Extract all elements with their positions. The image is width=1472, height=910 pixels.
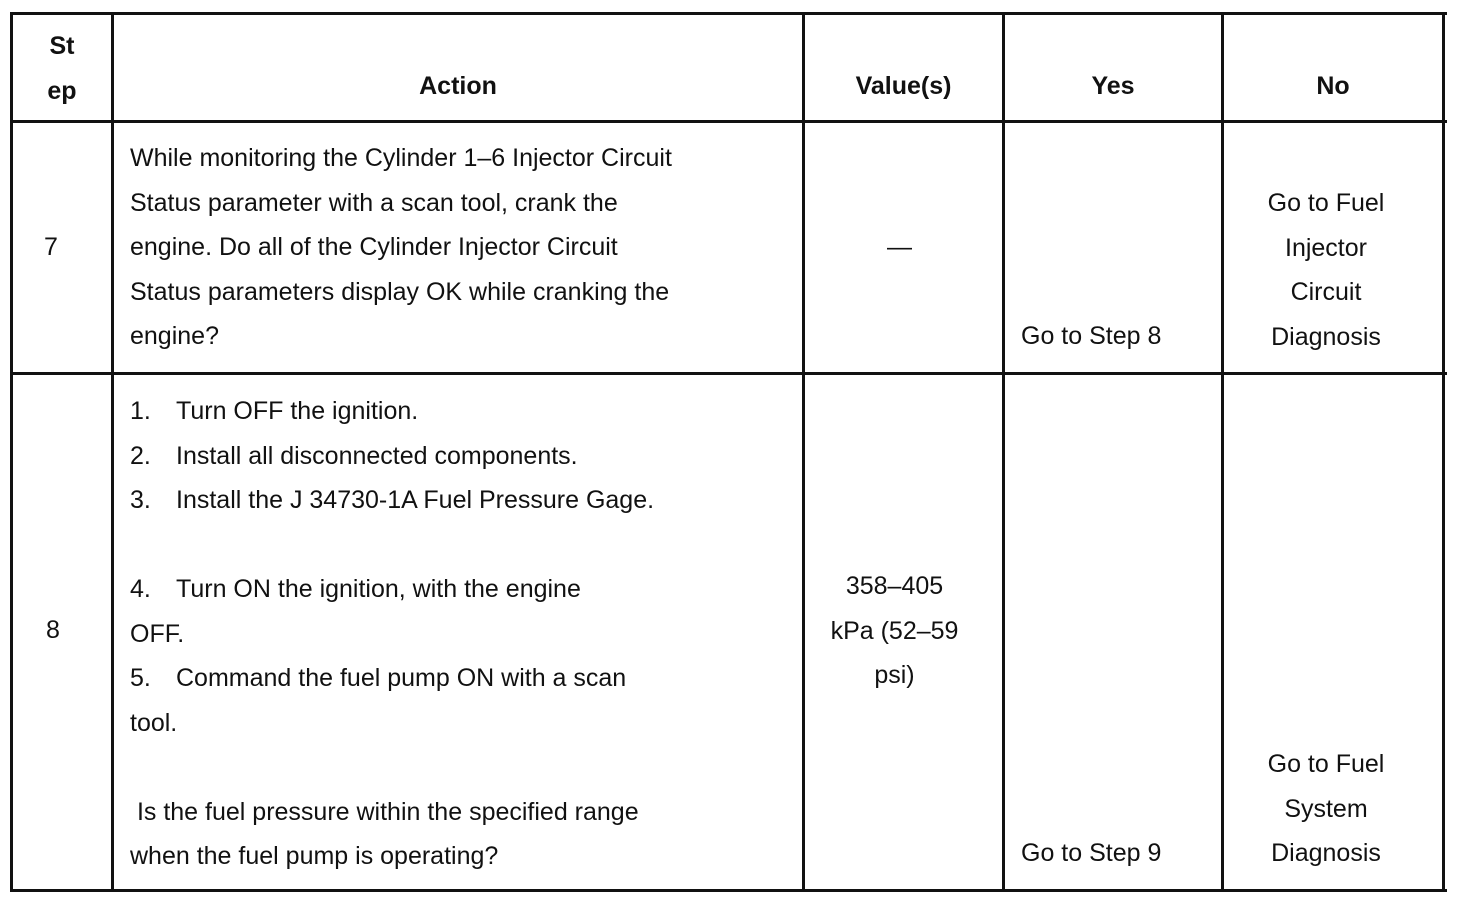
row7-no <box>1224 181 1428 359</box>
blank-line <box>130 523 802 568</box>
table-border-left <box>10 12 13 892</box>
row7-step: 7 <box>44 233 58 261</box>
header-step-line1: St <box>49 32 75 60</box>
row8-step: 8 <box>46 616 60 644</box>
row8-action <box>130 389 802 879</box>
step-number: 5. <box>130 664 151 692</box>
row7-action-line: While monitoring the Cylinder 1–6 Injector Circuit <box>130 144 672 172</box>
step-text: Turn ON the ignition, with the engine <box>176 575 581 603</box>
column-divider-values <box>1002 12 1005 892</box>
row8-value-line: 358–405 <box>845 572 944 600</box>
row7-no-line: Injector <box>1285 233 1367 262</box>
row8-value-line: psi) <box>874 661 915 689</box>
table-border-bottom <box>10 889 1447 892</box>
header-no: No <box>1316 72 1350 100</box>
row7-no-line: Diagnosis <box>1271 322 1381 351</box>
table-border-right <box>1442 12 1445 892</box>
row8-no-line: System <box>1284 794 1368 823</box>
row7-value: — <box>887 233 912 261</box>
row7-yes: Go to Step 8 <box>1021 322 1162 350</box>
step-text: Command the fuel pump ON with a scan <box>176 664 627 692</box>
row7-no-line: Go to Fuel <box>1267 189 1385 217</box>
row8-action-step <box>130 656 802 701</box>
header-step <box>13 24 111 113</box>
row8-action-step <box>130 434 802 479</box>
step-text: Turn OFF the ignition. <box>176 397 419 425</box>
row8-yes: Go to Step 9 <box>1021 839 1162 867</box>
row8-no-line: Go to Fuel <box>1267 750 1385 778</box>
table-border-top <box>10 12 1447 15</box>
row-divider <box>10 372 1447 375</box>
row8-no <box>1224 742 1428 876</box>
column-divider-action <box>802 12 805 892</box>
step-number: 4. <box>130 575 151 603</box>
row8-action-step <box>130 389 802 434</box>
step-number: 3. <box>130 486 151 514</box>
row8-question-line: when the fuel pump is operating? <box>130 842 499 870</box>
row8-no-line: Diagnosis <box>1271 839 1381 867</box>
row8-action-step <box>130 567 802 612</box>
header-step-line2: ep <box>47 76 77 105</box>
step-number: 1. <box>130 397 151 425</box>
header-divider <box>10 120 1447 123</box>
row7-action-line: engine. Do all of the Cylinder Injector Circuit <box>130 233 618 261</box>
row7-no-line: Circuit <box>1290 278 1362 306</box>
row7-action-line: engine? <box>130 322 219 350</box>
header-action: Action <box>419 72 497 100</box>
row7-action-line: Status parameters display OK while cranking the <box>130 277 670 306</box>
row8-value <box>805 564 984 698</box>
row8-action-step-continuation: tool. <box>130 708 178 737</box>
header-values: Value(s) <box>855 72 952 100</box>
row8-value-line: kPa (52–59 <box>830 616 959 645</box>
step-number: 2. <box>130 441 151 470</box>
header-yes: Yes <box>1091 72 1135 100</box>
column-divider-step <box>111 12 114 892</box>
step-text: Install the J 34730-1A Fuel Pressure Gage. <box>176 486 655 514</box>
blank-line <box>130 745 802 790</box>
row8-action-step-continuation: OFF. <box>130 619 185 648</box>
row8-action-step <box>130 478 802 523</box>
step-text: Install all disconnected components. <box>176 441 578 470</box>
row7-action <box>130 136 802 359</box>
row8-question-line: Is the fuel pressure within the specified range <box>130 797 639 826</box>
row7-action-line: Status parameter with a scan tool, crank the <box>130 188 618 217</box>
